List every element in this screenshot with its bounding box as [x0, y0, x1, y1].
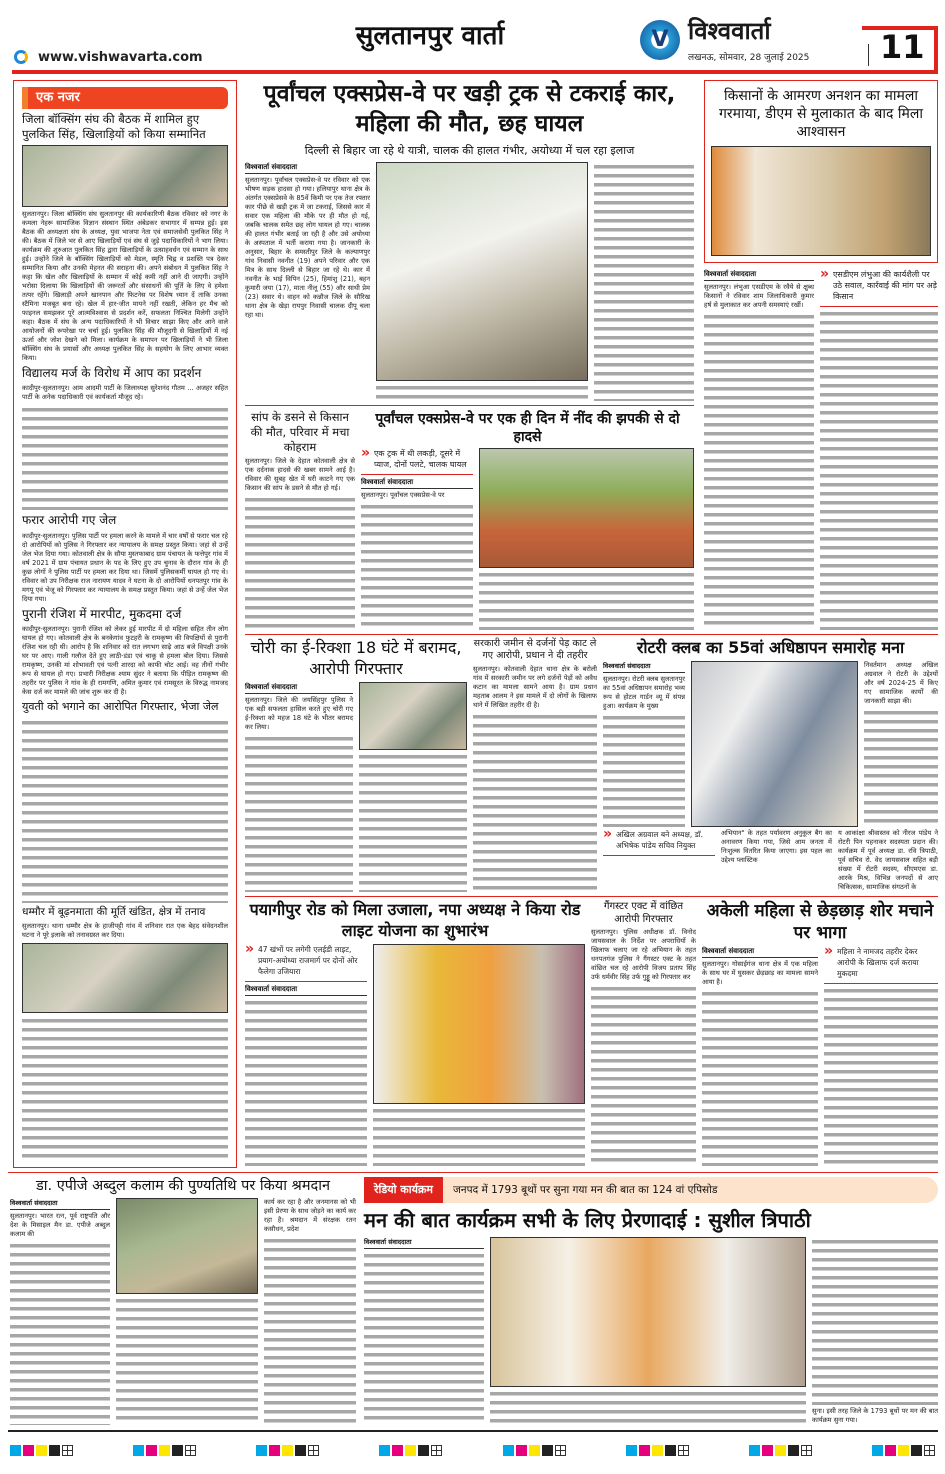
color-swatch — [133, 1445, 144, 1456]
text-block — [812, 1237, 938, 1405]
body-aap-protest: कादीपुर-सुलतानपुर। आम आदमी पार्टी के जिलाध्यक्ष सुरेशनंद गौतम ... अजहर सहित पार्टी के अनेक पदाधिकारी एवं कार्यकर्ता मौजूद रहे। — [22, 384, 228, 402]
erickshaw-byline: विश्ववार्ता संवाददाता — [245, 682, 353, 694]
color-swatch — [379, 1445, 390, 1456]
trees-body: सुलतानपुर। कोतवाली देहात थाना क्षेत्र के बरोली गांव में सरकारी जमीन पर लगे दर्जनों पेड़ों को अवैध कटान का मामला सामने आया है। ग्राम प्रधान महताब आलम ने इस मामले में दो लोगों के खिलाफ थाने में लिखित तहरीर दी है। — [473, 664, 597, 709]
trees-story — [473, 638, 597, 892]
kalam-story — [10, 1177, 356, 1425]
harassment-col — [702, 946, 818, 1166]
erickshaw-col — [245, 682, 353, 892]
text-block — [22, 718, 228, 903]
color-swatch — [885, 1445, 896, 1456]
color-swatch — [282, 1445, 293, 1456]
color-swatch — [256, 1445, 267, 1456]
gangster-headline[interactable]: गैंगस्टर एक्ट में वांछित आरोपी गिरफ्तार — [603, 901, 684, 925]
farmers-body: सुलतानपुर। लंभुआ एसडीएम के रवैये से क्षुब्ध किसानों ने रविवार शाम जिलाधिकारी कुमार हर्ष से मुलाकात कर अपनी समस्याएं रखीं। — [704, 282, 814, 309]
trees-headline[interactable]: सरकारी जमीन से दर्जनों पेड़ काट ले गए आरोपी, प्रधान ने दी तहरीर — [473, 638, 597, 662]
text-block — [373, 1106, 585, 1166]
erickshaw-story — [245, 638, 467, 892]
color-swatch — [911, 1445, 922, 1456]
harassment-body: सुलतानपुर। गोसाईगंज थाना क्षेत्र में एक महिला के साथ घर में घुसकर छेड़छाड़ का मामला सामने आया है। — [702, 960, 818, 987]
harassment-byline: विश्ववार्ता संवाददाता — [702, 946, 818, 958]
photo-idol-site — [22, 943, 228, 1013]
headline-aap-protest[interactable]: विद्यालय मर्ज के विरोध में आप का प्रदर्शन — [22, 365, 202, 380]
color-swatch — [10, 1445, 21, 1456]
expressway-columns — [361, 448, 694, 630]
headline-old-enmity[interactable]: पुरानी रंजिश में मारपीट, मुकदमा दर्ज — [22, 606, 182, 621]
rotary-col — [603, 661, 685, 827]
harassment-story — [702, 900, 938, 1166]
photo-farmers-dm — [711, 146, 931, 256]
rotary-lower — [603, 829, 938, 892]
crosshair-mark-icon — [185, 1445, 196, 1456]
crosshair-mark-icon — [801, 1445, 812, 1456]
text-block — [473, 712, 597, 892]
color-swatch — [665, 1445, 676, 1456]
gangster-story — [591, 900, 696, 1166]
headline-girl-elopement[interactable]: युवती को भगाने का आरोपित गिरफ्तार, भेजा जेल — [22, 700, 219, 714]
text-block — [820, 309, 938, 630]
expressway-byline: विश्ववार्ता संवाददाता — [361, 477, 473, 489]
color-bar — [503, 1445, 566, 1456]
text-block — [10, 1241, 110, 1425]
crosshair-mark-icon — [924, 1445, 935, 1456]
crosshair-mark-icon — [62, 1445, 73, 1456]
footer-rule — [8, 1430, 938, 1432]
lead-byline: विश्ववार्ता संवाददाता — [245, 162, 370, 174]
farmers-byline: विश्ववार्ता संवाददाता — [704, 269, 814, 281]
erickshaw-col-2 — [359, 682, 467, 892]
color-swatch — [36, 1445, 47, 1456]
photo-police-erickshaw — [359, 682, 467, 750]
farmers-box — [704, 80, 938, 263]
radio-story — [364, 1177, 938, 1425]
color-bar — [256, 1445, 319, 1456]
color-bar — [749, 1445, 812, 1456]
section-label-ek-nazar: एक नजर — [22, 87, 228, 109]
rotary-body: सुलतानपुर। रोटरी क्लब सुलतानपुर का 55वां अधिष्ठापन समारोह भव्य रूप से होटल गार्डन व्यू में संपन्न हुआ। कार्यक्रम के मुख्य — [603, 674, 685, 710]
expressway-col — [361, 410, 694, 630]
farmers-area — [704, 80, 938, 630]
row-rule — [245, 405, 694, 406]
color-swatch — [762, 1445, 773, 1456]
second-row — [245, 410, 694, 630]
rotary-kicker-col — [603, 829, 715, 892]
rotary-byline: विश्ववार्ता संवाददाता — [603, 661, 685, 673]
lead-body: सुलतानपुर। पूर्वांचल एक्सप्रेस-वे पर रविवार को एक भीषण सड़क हादसा हो गया। हलियापुर थाना क्षेत्र के अंतर्गत एक्सप्रेसवे के 85वें किमी पर एक तेज रफ्तार कार पीछे से खड़ी ट्रक में जा टकराई, जिससे कार में सवार एक महिला की मौके पर ही मौत हो गई, जबकि चालक समेत छह लोग घायल हो गए। चालक की हालत गंभीर बताई जा रही है और उसे अयोध्या के अस्पताल में भर्ती कराया गया है। जानकारी के अनुसार, बिहार के समस्तीपुर जिले के कल्याणपुर गांव निवासी नवनीत (19) अपने परिवार और एक मित्र के साथ दिल्ली से बिहार जा रहे थे। कार में नवनीत के भाई विपिन (25), हिमांशु (21), बहन कुमारी जया (17), माता नीलू (55) और साथी प्रेम (23) सवार थे। वाहन को कन्नौज जिले के सौरिख थाना क्षेत्र के खेड़ा रायपुर निवासी चालक दीपू चला रहा था। — [245, 176, 370, 320]
payagipur-photo-col — [373, 944, 585, 1166]
color-swatch — [788, 1445, 799, 1456]
harassment-headline[interactable]: अकेली महिला से छेड़छाड़ शोर मचाने पर भागा — [706, 901, 934, 944]
color-swatch — [418, 1445, 429, 1456]
browser-e-icon — [14, 50, 28, 64]
rotary-headline[interactable]: रोटरी क्लब का 55वां अधिष्ठापन समारोह मना — [636, 638, 905, 657]
rotary-story — [603, 638, 938, 892]
color-swatch — [405, 1445, 416, 1456]
row-rule — [245, 634, 938, 635]
text-block — [490, 1389, 806, 1425]
text-block — [361, 502, 473, 630]
text-block — [824, 986, 938, 1166]
text-block — [479, 570, 694, 630]
color-bar — [133, 1445, 196, 1456]
farmers-col-2 — [820, 269, 938, 630]
harassment-kicker: » महिला ने नामजद तहरीर देकर आरोपी के खिलाफ दर्ज कराया मुकदमा — [824, 946, 938, 984]
lead-columns — [245, 162, 694, 401]
erickshaw-body: सुलतानपुर। जिले की जयसिंहपुर पुलिस ने एक बड़ी सफलता हासिल करते हुए चोरी गए ई-रिक्शा को महज 18 घंटे के भीतर बरामद कर लिया। — [245, 695, 353, 731]
color-swatch — [516, 1445, 527, 1456]
text-block — [364, 1251, 484, 1425]
payagipur-story — [245, 900, 585, 1166]
body-old-enmity: कादीपुर-सुलतानपुर। पुरानी रंजिश को लेकर हुई मारपीट में दो महिला सहित तीन लोग घायल हो गए। कोतवाली क्षेत्र के बनकेगांव फुटहरी के रामकृष्ण की विपक्षियों से पुरानी रंजिश चल रही थी। आरोप है कि शनिवार को रात लगभग साढ़े आठ बजे विपक्षी उनके घर पर आए। गाली गलौज देते हुए लाठी-डंडा एवं चाकू से हमला बोल दिया। जिससे रामकृष्ण, उनकी मां शोभावती एवं पत्नी शारदा को काफी चोट आई। वह तीनों गंभीर रूप से घायल हो गए। प्रभारी निरीक्षक श्याम सुंदर ने बताया कि पीड़ित रामकृष्ण की तहरीर पर पुलिस ने गांव के ही रामगणि, अमित कुमार एवं रामसूरत के विरुद्ध नामजद केस दर्ज कर मामले की जांच शुरू कर दी है। — [22, 625, 228, 697]
color-swatch — [172, 1445, 183, 1456]
color-swatch — [872, 1445, 883, 1456]
photo-overturned-truck — [479, 448, 694, 568]
rotary-photo-col — [691, 661, 858, 827]
kalam-headline[interactable]: डा. एपीजे अब्दुल कलाम की पुण्यतिथि पर किया श्रमदान — [36, 1178, 330, 1194]
farmers-col — [704, 269, 814, 630]
color-swatch — [898, 1445, 909, 1456]
color-swatch — [23, 1445, 34, 1456]
lead-subheadline: दिल्ली से बिहार जा रहे थे यात्री, चालक की हालत गंभीर, अयोध्या में चल रहा इलाज — [304, 143, 635, 157]
top-area — [245, 80, 938, 630]
text-block — [245, 998, 367, 1166]
text-block — [359, 752, 467, 892]
radio-section-label: रेडियो कार्यक्रम — [364, 1177, 443, 1203]
body-idol-vandalised: सुलतानपुर। थाना धम्मौर क्षेत्र के हाजीपट्टी गांव में शनिवार रात एक बेहद संवेदनशील घटना ने पूरे इलाके को तनावग्रस्त कर दिया। — [22, 922, 228, 940]
text-block — [603, 713, 685, 827]
masthead-rule — [12, 70, 938, 74]
color-swatch — [159, 1445, 170, 1456]
rotary-col-right — [864, 661, 938, 827]
payagipur-col — [245, 944, 367, 1166]
color-swatch — [392, 1445, 403, 1456]
top-left-area — [245, 80, 694, 630]
divider — [868, 44, 869, 66]
text-block — [376, 383, 588, 401]
paper-name: विश्ववार्ता — [688, 17, 771, 45]
kalam-body-right: कार्य कर रहा है और जनमानस को भी इसी प्रेरणा के साथ जोड़ने का कार्य कर रहा है। श्रमदान में संरक्षक रतन कसौधन, प्रदेश — [264, 1197, 356, 1233]
website-url[interactable]: www.vishwavarta.com — [38, 50, 203, 65]
left-column-box — [13, 80, 237, 1168]
payagipur-headline[interactable]: पयागीपुर रोड को मिला उजाला, नपा अध्यक्ष ने किया रोड लाइट योजना का शुभारंभ — [249, 900, 581, 940]
headline-absconding-accused[interactable]: फरार आरोपी गए जेल — [22, 513, 117, 528]
kalam-byline: विश्ववार्ता संवाददाता — [10, 1198, 110, 1210]
gangster-body: सुलतानपुर। पुलिस अधीक्षक डॉ. विनोद जायसवाल के निर्देश पर अपराधियों के खिलाफ चलाए जा रहे अभियान के तहत धनपतगंज पुलिस ने गैंगस्टर एक्ट के तहत वांछित चल रहे आरोपी विजय प्रताप सिंह उर्फ धर्मवीर सिंह उर्फ गुड्डू को गिरफ्तार कर — [591, 928, 696, 981]
rotary-lower-col — [721, 829, 832, 892]
color-swatch — [295, 1445, 306, 1456]
photo-crashed-car — [376, 162, 588, 381]
text-block — [591, 984, 696, 1166]
kalam-body: सुलतानपुर। भारत रत्न, पूर्व राष्ट्रपति और देश के मिसाइल मैन डा. एपीजे अब्दुल कलाम की — [10, 1211, 110, 1238]
color-bar — [872, 1445, 935, 1456]
rotary-body-right: निवर्तमान अध्यक्ष अखिल अग्रवाल ने रोटरी के उद्देश्यों और वर्ष 2024-25 में किए गए सामाजिक कार्यों की जानकारी साझा की। — [864, 660, 938, 705]
text-block — [22, 1016, 228, 1161]
photo-mann-ki-baat — [490, 1237, 806, 1387]
farmers-kicker: » एसडीएम लंभुआ की कार्यशैली पर उठे सवाल, कार्रवाई की मांग पर अड़े किसान — [820, 269, 938, 307]
radio-strap — [364, 1177, 938, 1203]
text-block — [116, 1296, 258, 1425]
color-swatch — [639, 1445, 650, 1456]
harassment-col-2 — [824, 946, 938, 1166]
kalam-photo-col — [116, 1198, 258, 1425]
headline-boxing[interactable]: जिला बॉक्सिंग संघ की बैठक में शामिल हुए पुलकित सिंह, खिलाड़ियों को किया सम्मानित — [22, 112, 206, 141]
text-block — [264, 1236, 356, 1425]
photo-rotary-ceremony — [691, 661, 858, 827]
expressway-body: सुलतानपुर। पूर्वांचल एक्सप्रेस-वे पर — [361, 491, 445, 500]
color-swatch — [529, 1445, 540, 1456]
print-registration-marks — [10, 1445, 935, 1456]
color-swatch — [775, 1445, 786, 1456]
lead-headline[interactable]: पूर्वांचल एक्सप्रेस-वे पर खड़ी ट्रक से टकराई कार, महिला की मौत, छह घायल — [263, 81, 676, 137]
payagipur-byline: विश्ववार्ता संवाददाता — [245, 984, 367, 996]
expressway-headline[interactable]: पूर्वांचल एक्सप्रेस-वे पर एक ही दिन में नींद की झपकी से दो हादसे — [375, 411, 680, 446]
erickshaw-headline[interactable]: चोरी का ई-रिक्शा 18 घंटे में बरामद, आरोपी गिरफ्तार — [250, 638, 462, 678]
rotary-body-lower-right: य आकांक्षा श्रीवास्तव को नीरज पांडेय ने रोटरी पिन पहनाकर सदस्यता प्रदान की। कार्यक्रम में पूर्व अध्यक्ष डा. रवि त्रिपाठी, पूर्व सचिव रो. वेद जायसवाल सहित बड़ी संख्या में रोटरी सदस्य, सीएमएस डा. आरके मिश्र, विभिन्न जनपदों से आए चिकित्सक, सामाजिक संगठनों के — [838, 829, 938, 891]
payagipur-kicker: » 47 खंभों पर लगेगी एलईडी लाइट, प्रयाग-अयोध्या राजमार्ग पर दोनों ओर फैलेगा उजियारा — [245, 944, 367, 982]
lead-col-1 — [245, 162, 370, 401]
color-bar — [10, 1445, 73, 1456]
expressway-kicker: » एक ट्रक में थी लकड़ी, दूसरे में प्याज, दोनों पलटे, चालक घायल — [361, 448, 473, 475]
snake-headline[interactable]: सांप के डसने से किसान की मौत, परिवार में मचा कोहराम — [250, 410, 350, 454]
page-number: 11 — [880, 28, 925, 66]
crosshair-mark-icon — [555, 1445, 566, 1456]
crosshair-mark-icon — [308, 1445, 319, 1456]
dateline: लखनऊ, सोमवार, 28 जुलाई 2025 — [688, 53, 810, 63]
radio-headline[interactable]: मन की बात कार्यक्रम सभी के लिए प्रेरणादाई : सुशील त्रिपाठी — [364, 1208, 811, 1232]
kalam-col — [10, 1198, 110, 1425]
color-swatch — [49, 1445, 60, 1456]
kalam-col-right — [264, 1198, 356, 1425]
body-boxing: सुलतानपुर। जिला बॉक्सिंग संघ सुलतानपुर की कार्यकारिणी बैठक रविवार को नगर के कमला नेहरू सामाजिक विज्ञान संस्थान स्थित अंबेडकर सभागार में सम्पन्न हुई। इस बैठक की अध्यक्षता संघ के अध्यक्ष, युवा भाजपा नेता एवं समाजसेवी पुलकित सिंह ने की। बैठक में जिले भर से आए खिलाड़ियों एवं संघ से जुड़े पदाधिकारियों ने भाग लिया। कार्यक्रम की शुरुआत पुलकित सिंह द्वारा खिलाड़ियों के उत्साहवर्धन एवं सम्मान के साथ हुई। उन्होंने जिले के बॉक्सिंग खिलाड़ियों को मेडल, स्मृति चिह्न व प्रशस्ति पत्र देकर सम्मानित किया और उनकी मेहनत की सराहना की। अपने संबोधन में पुलकित सिंह ने कहा कि खेल और खिलाड़ियों के सम्मान में कोई कमी नहीं आने दी जाएगी। उन्होंने भरोसा दिलाया कि खिलाड़ियों की जरूरतों और संसाधनों की पूर्ति के लिए वे हमेशा तत्पर रहेंगे। खिलाड़ी अपने खानपान और फिटनेस पर विशेष ध्यान दें ताकि उनका स्टैमिना मजबूत बना रहे। खेल में हार-जीत मायने नहीं रखती, लेकिन हर मैच को फाइनल समझकर पूरे आत्मविश्वास से प्रदर्शन करें, सफलता निश्चित मिलेगी उन्होंने कहा। बैठक में संघ के अन्य पदाधिकारियों ने भी विचार साझा किए और आने वाले आयोजनों की रूपरेखा पर चर्चा हुई। पुलकित सिंह की मौजूदगी से खिलाड़ियों में नई ऊर्जा और जोश देखने को मिला। कार्यक्रम के समापन पर खिलाड़ियों ने भी जिला बॉक्सिंग संघ के प्रयासों और अध्यक्ष पुलकित सिंह के सहयोग के लिए आभार व्यक्त किया। — [22, 209, 228, 362]
radio-body-end: सुना। इसी तरह जिले के 1793 बूथों पर मन की बात कार्यक्रम सुना गया। — [812, 1407, 938, 1424]
row-rule — [8, 1172, 938, 1173]
crosshair-mark-icon — [678, 1445, 689, 1456]
text-block — [864, 708, 938, 827]
snake-col — [245, 410, 355, 630]
text-block — [22, 405, 228, 510]
radio-byline: विश्ववार्ता संवाददाता — [364, 1237, 484, 1249]
rotary-lower-right-col — [838, 829, 938, 892]
row-c — [245, 638, 938, 892]
row-d — [245, 900, 938, 1166]
photo-shramdan — [116, 1198, 258, 1294]
color-swatch — [749, 1445, 760, 1456]
crosshair-mark-icon — [431, 1445, 442, 1456]
farmers-columns — [704, 269, 938, 630]
farmers-headline[interactable]: किसानों के आमरण अनशन का मामला गरमाया, डीएम से मुलाकात के बाद मिला आश्वासन — [719, 88, 923, 141]
color-swatch — [269, 1445, 280, 1456]
color-swatch — [652, 1445, 663, 1456]
expressway-photo-col — [479, 448, 694, 630]
photo-boxing-players — [22, 145, 228, 207]
color-swatch — [503, 1445, 514, 1456]
rotary-body-lower: अभियान" के तहत पर्यावरण अनुकूल बैग का अनावरण किया गया, जिसे आम जनता में निःशुल्क वितरित किया जाएगा। इस पहल का उद्देश्य प्लास्टिक — [721, 829, 832, 864]
rotary-kicker: » अखिल अग्रवाल बने अध्यक्ष, डॉ. अभिषेक पांडेय सचिव नियुक्त — [603, 829, 715, 856]
rotary-upper — [603, 661, 938, 827]
color-swatch — [146, 1445, 157, 1456]
body-absconding-accused: कादीपुर-सुलतानपुर। पुलिस पार्टी पर हमला करने के मामले में चार वर्षों से फरार चल रहे दो आरोपियों को पुलिस ने गिरफ्तार कर न्यायालय के समक्ष प्रस्तुत किया। जहां से उन्हें जेल भेज दिया गया। कोतवाली क्षेत्र के सौया मुस्तफाबाद ग्राम पंचायत के फत्तेपुर गांव में वर्ष 2021 में ग्राम पंचायत प्रधान के पद के लिए हुए उप चुनाव के दौरान गांव के ही कुछ लोगों ने पुलिस पार्टी पर हमला कर दिया था। जिसमें पुलिसकर्मी घायल हो गए थे। रविवार को उप निरीक्षक राज नारायण यादव ने घटना के दो आरोपियों धनपतपुर गांव के मगपू एवं भेजू को गिरफ्तार कर न्यायालय के समक्ष प्रस्तुत किया। जहां से उन्हें जेल भेज दिया गया। — [22, 531, 228, 603]
headline-idol-vandalised[interactable]: धम्मौर में बूढ़नमाता की मूर्ति खंडित, क्षेत्र में तनाव — [22, 905, 206, 918]
radio-photo-col — [490, 1237, 806, 1425]
paper-logo-icon: V — [640, 20, 680, 60]
color-swatch — [626, 1445, 637, 1456]
color-swatch — [542, 1445, 553, 1456]
row-e — [10, 1177, 938, 1425]
text-block — [245, 495, 355, 630]
snake-body: सुलतानपुर। जिले के देहात कोतवाली क्षेत्र से एक दर्दनाक हादसे की खबर सामने आई है। रविवार की सुबह खेत में घरी काटने गए एक किसान की सांप के डसने से मौत हो गई। — [245, 456, 355, 492]
masthead — [0, 0, 945, 75]
photo-road-light-launch — [373, 944, 585, 1104]
section-title: सुलतानपुर वार्ता — [355, 21, 505, 51]
color-bar — [626, 1445, 689, 1456]
lead-col-2 — [376, 162, 588, 401]
radio-strap-text: जनपद में 1793 बूथों पर सुना गया मन की बात का 124 वां एपिसोड — [453, 1184, 718, 1196]
expressway-text-col — [361, 448, 473, 630]
lead-col-3 — [594, 162, 694, 401]
radio-col — [364, 1237, 484, 1425]
row-rule — [245, 896, 938, 897]
text-block — [702, 989, 818, 1166]
color-bar — [379, 1445, 442, 1456]
radio-col-right — [812, 1237, 938, 1425]
text-block — [594, 162, 694, 401]
text-block — [704, 312, 814, 630]
text-block — [245, 734, 353, 892]
